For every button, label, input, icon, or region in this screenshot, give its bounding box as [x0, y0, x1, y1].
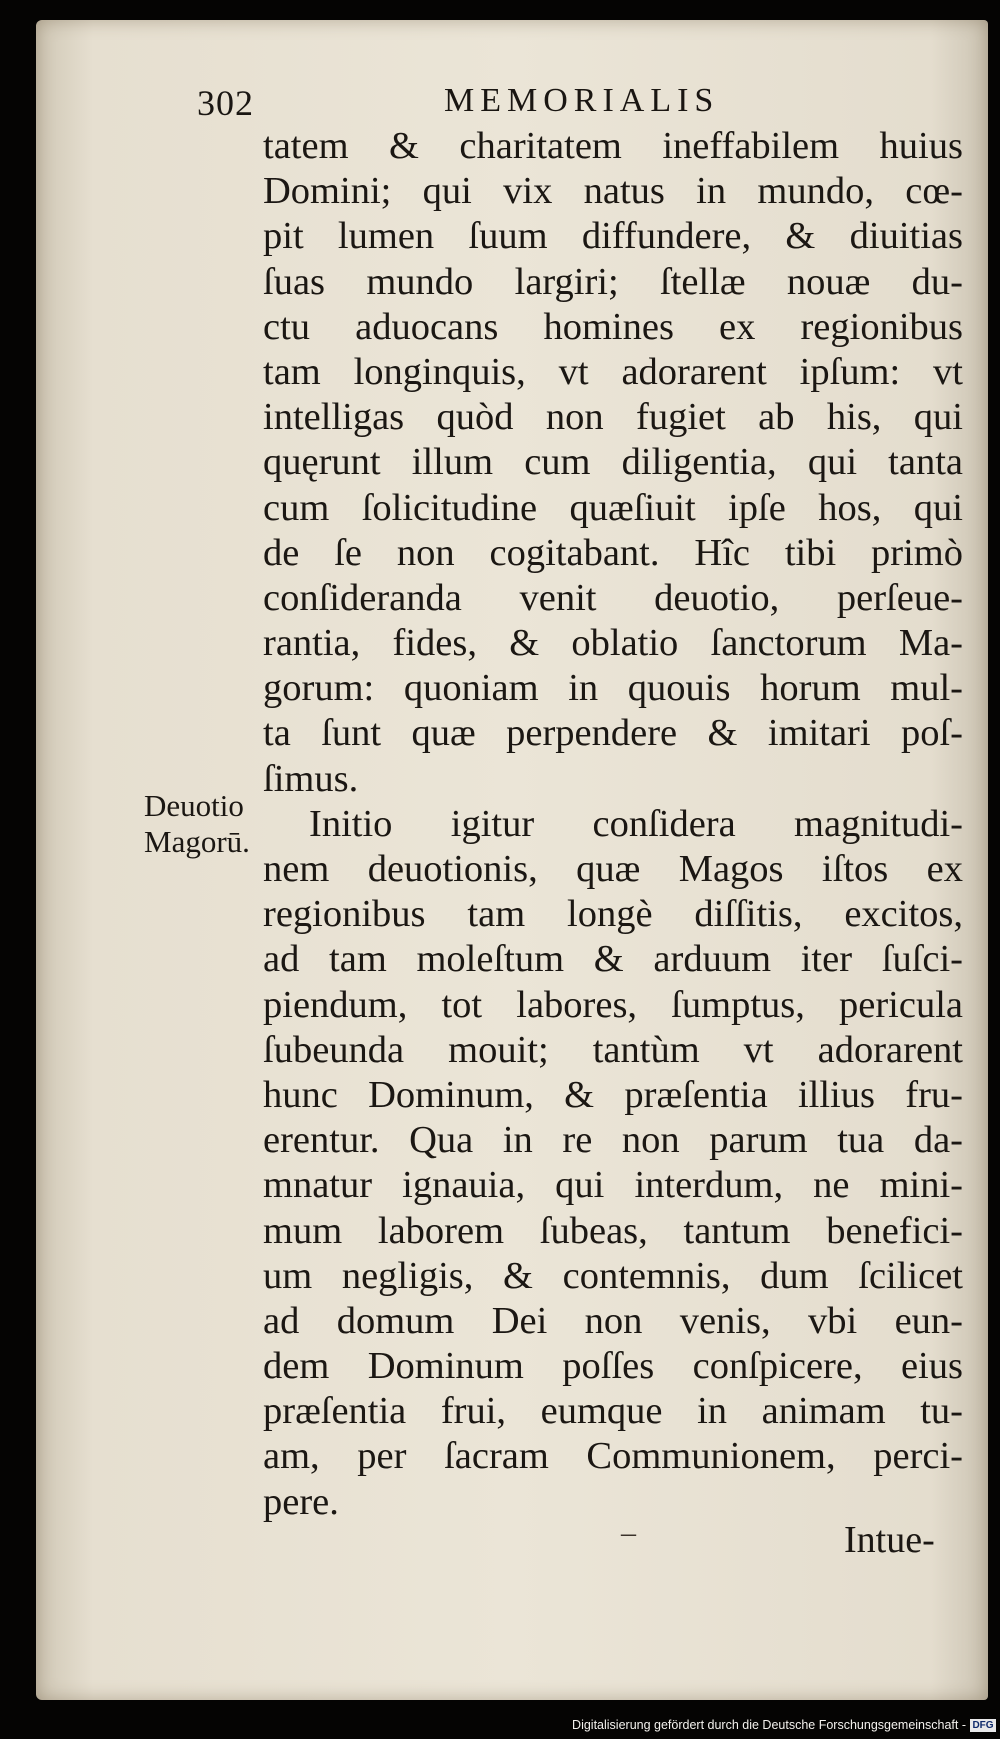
text-line: ad domum Dei non venis, vbi eun- [263, 1299, 963, 1342]
text-line: ſubeunda mouit; tantùm vt adorarent [263, 1028, 963, 1071]
text-line: erentur. Qua in re non parum tua da- [263, 1119, 963, 1162]
text-line: intelligas quòd non fugiet ab his, qui [263, 396, 963, 439]
text-line: ſimus. [263, 757, 359, 800]
text-line: ctu aduocans homines ex regionibus [263, 305, 963, 348]
text-line: pit lumen ſuum diffundere, & diuitias [263, 215, 963, 258]
margin-note-line: Deuotio [144, 788, 244, 823]
margin-note [144, 788, 250, 860]
text-line: ad tam moleſtum & arduum iter ſuſci- [263, 938, 963, 981]
text-line: tam longinquis, vt adorarent ipſum: vt [263, 350, 963, 393]
text-line: cum ſolicitudine quæſiuit ipſe hos, qui [263, 486, 963, 529]
text-line: tatem & charitatem ineffabilem huius [263, 125, 963, 167]
text-line: ta ſunt quæ perpendere & imitari poſ- [263, 712, 963, 755]
credit-text: Digitalisierung gefördert durch die Deutsche Forschungsgemeinschaft - [572, 1718, 966, 1732]
text-line: regionibus tam longè diſſitis, excitos, [263, 893, 963, 936]
digitization-credit [572, 1713, 996, 1737]
text-line: nem deuotionis, quæ Magos iſtos ex [263, 848, 963, 890]
margin-note-line: Magorū. [144, 824, 250, 859]
text-line: conſideranda venit deuotio, perſeue- [263, 576, 963, 619]
text-line: ſuas mundo largiri; ſtellæ nouæ du- [263, 260, 963, 303]
book-page [36, 20, 988, 1700]
text-line: am, per ſacram Communionem, perci- [263, 1435, 963, 1478]
page-number: 302 [197, 83, 254, 123]
text-line: præſentia frui, eumque in animam tu- [263, 1390, 963, 1433]
running-head: MEMORIALIS [444, 82, 720, 119]
text-line: piendum, tot labores, ſumptus, pericula [263, 983, 963, 1026]
text-line: de ſe non cogitabant. Hîc tibi primò [263, 531, 963, 574]
text-line: gorum: quoniam in quouis horum mul- [263, 667, 963, 710]
catchword: Intue- [844, 1519, 935, 1561]
text-line: mum laborem ſubeas, tantum benefici- [263, 1209, 963, 1252]
text-line: dem Dominum poſſes conſpicere, eius [263, 1345, 963, 1388]
stray-dash-mark: – [621, 1516, 636, 1549]
text-line: quęrunt illum cum diligentia, qui tanta [263, 441, 963, 484]
text-line: pere. [263, 1480, 339, 1523]
dfg-logo: DFG [970, 1719, 996, 1732]
text-line: rantia, fides, & oblatio ſanctorum Ma- [263, 622, 963, 665]
text-line: hunc Dominum, & præſentia illius fru- [263, 1073, 963, 1116]
text-line: Domini; qui vix natus in mundo, cœ- [263, 170, 963, 213]
text-line: Initio igitur conſidera magnitudi- [309, 802, 963, 845]
text-line: mnatur ignauia, qui interdum, ne mini- [263, 1164, 963, 1207]
body-text [263, 124, 963, 1525]
text-line: um negligis, & contemnis, dum ſcilicet [263, 1254, 963, 1297]
